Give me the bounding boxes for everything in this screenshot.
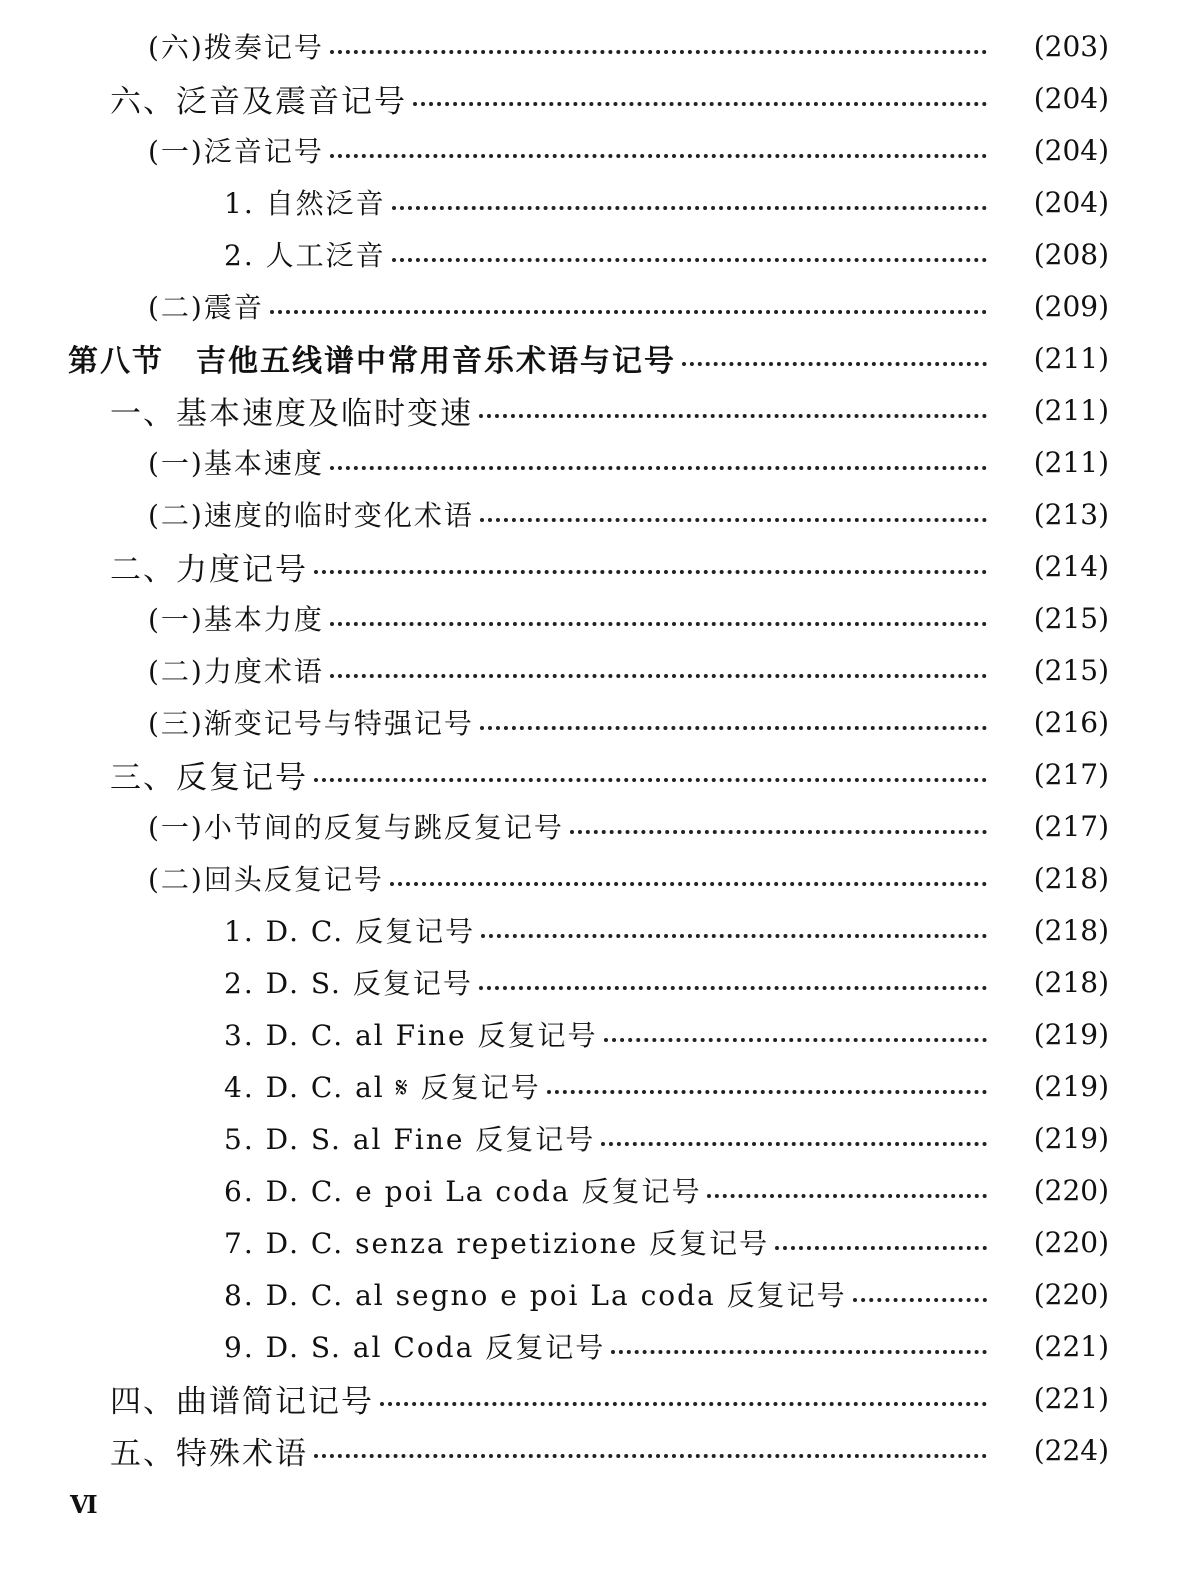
toc-entry-title: (三)渐变记号与特强记号 <box>148 707 474 740</box>
toc-entry-title: (二)震音 <box>148 291 264 324</box>
dot-leader <box>481 934 987 938</box>
toc-entry-title: 三、反复记号 <box>110 759 308 796</box>
dot-leader <box>390 882 987 886</box>
dot-leader <box>392 258 987 262</box>
toc-entry-title: 2. 人工泛音 <box>224 239 386 272</box>
toc-entry-page: (204) <box>1033 81 1109 115</box>
toc-entry <box>0 280 1189 332</box>
dot-leader <box>775 1246 987 1250</box>
dot-leader <box>853 1298 987 1302</box>
toc-entry <box>0 904 1189 956</box>
toc-entry <box>0 1216 1189 1268</box>
toc-entry-title: 1. 自然泛音 <box>224 187 386 220</box>
toc-entry-title: 一、基本速度及临时变速 <box>110 395 473 432</box>
toc-entry-page: (214) <box>1033 549 1109 583</box>
toc-entry <box>0 748 1189 800</box>
toc-entry-title: 五、特殊术语 <box>110 1435 308 1472</box>
toc-entry-title: (一)基本速度 <box>148 447 324 480</box>
toc-entry-title: (二)力度术语 <box>148 655 324 688</box>
toc-entry <box>0 1112 1189 1164</box>
toc-entry <box>0 488 1189 540</box>
toc-entry-title: 第八节 吉他五线谱中常用音乐术语与记号 <box>68 344 676 379</box>
toc-entry <box>0 124 1189 176</box>
dot-leader <box>611 1350 987 1354</box>
toc-entry <box>0 592 1189 644</box>
toc-entry-page: (204) <box>1033 185 1109 219</box>
toc-entry-page: (208) <box>1033 237 1109 271</box>
toc-entry-page: (219) <box>1033 1017 1109 1051</box>
toc-entry-page: (211) <box>1033 445 1109 479</box>
toc-entry-title: 二、力度记号 <box>110 551 308 588</box>
toc-entry-title: 六、泛音及震音记号 <box>110 83 407 120</box>
toc-entry-title: (六)拨奏记号 <box>148 31 324 64</box>
toc-entry-page: (218) <box>1033 965 1109 999</box>
toc-entry <box>0 1320 1189 1372</box>
toc-entry <box>0 1268 1189 1320</box>
toc-entry <box>0 696 1189 748</box>
dot-leader <box>601 1142 987 1146</box>
dot-leader <box>270 310 987 314</box>
toc-entry <box>0 1372 1189 1424</box>
dot-leader <box>330 50 987 54</box>
toc-entry <box>0 436 1189 488</box>
dot-leader <box>479 986 987 990</box>
toc-entry-title: 2. D. S. 反复记号 <box>224 967 473 1000</box>
toc-entry <box>0 1424 1189 1476</box>
toc-entry <box>0 540 1189 592</box>
toc-entry <box>0 1008 1189 1060</box>
toc-entry <box>0 644 1189 696</box>
toc-entry-title: 5. D. S. al Fine 反复记号 <box>224 1123 596 1156</box>
toc-entry-page: (213) <box>1033 497 1109 531</box>
toc-entry-title: (二)速度的临时变化术语 <box>148 499 474 532</box>
toc-section-heading <box>0 332 1189 384</box>
toc-entry-title: (一)泛音记号 <box>148 135 324 168</box>
dot-leader <box>547 1090 987 1094</box>
toc-entry-page: (217) <box>1033 757 1109 791</box>
toc-entry-title: (一)基本力度 <box>148 603 324 636</box>
toc-entry-title: (一)小节间的反复与跳反复记号 <box>148 811 564 844</box>
toc-entry <box>0 1164 1189 1216</box>
dot-leader <box>314 778 987 782</box>
dot-leader <box>380 1402 987 1406</box>
toc-entry-title: 四、曲谱简记记号 <box>110 1383 374 1420</box>
toc-entry <box>0 228 1189 280</box>
toc-entry <box>0 176 1189 228</box>
toc-entry-page: (220) <box>1033 1277 1109 1311</box>
dot-leader <box>413 102 987 106</box>
toc-entry-page: (217) <box>1033 809 1109 843</box>
toc-entry-title: 7. D. C. senza repetizione 反复记号 <box>224 1227 770 1260</box>
dot-leader <box>330 466 987 470</box>
toc-entry-page: (221) <box>1033 1329 1109 1363</box>
toc-entry <box>0 20 1189 72</box>
dot-leader <box>570 830 987 834</box>
toc-entry-page: (220) <box>1033 1225 1109 1259</box>
toc-entry-page: (204) <box>1033 133 1109 167</box>
toc-entry-title: 6. D. C. e poi La coda 反复记号 <box>224 1175 702 1208</box>
toc-entry-page: (211) <box>1033 393 1109 427</box>
toc-entry-page: (211) <box>1033 341 1109 375</box>
toc-entry <box>0 72 1189 124</box>
dot-leader <box>479 414 987 418</box>
toc-entry-page: (215) <box>1033 601 1109 635</box>
dot-leader <box>330 154 987 158</box>
toc-entry <box>0 384 1189 436</box>
toc-entry-title: (二)回头反复记号 <box>148 863 384 896</box>
table-of-contents <box>0 20 1189 1476</box>
toc-entry-page: (219) <box>1033 1069 1109 1103</box>
toc-entry-title: 4. D. C. al 𝄋 反复记号 <box>224 1071 541 1104</box>
dot-leader <box>392 206 987 210</box>
toc-entry-page: (218) <box>1033 861 1109 895</box>
page-folio: Ⅵ <box>70 1490 98 1519</box>
dot-leader <box>330 622 987 626</box>
toc-entry-page: (218) <box>1033 913 1109 947</box>
dot-leader <box>480 518 987 522</box>
toc-entry <box>0 956 1189 1008</box>
toc-entry <box>0 1060 1189 1112</box>
toc-entry-page: (224) <box>1033 1433 1109 1467</box>
toc-entry-title: 3. D. C. al Fine 反复记号 <box>224 1019 598 1052</box>
toc-entry-title: 9. D. S. al Coda 反复记号 <box>224 1331 606 1364</box>
toc-entry-page: (221) <box>1033 1381 1109 1415</box>
toc-entry-page: (203) <box>1033 29 1109 63</box>
toc-entry-page: (215) <box>1033 653 1109 687</box>
dot-leader <box>682 362 987 366</box>
toc-entry-page: (220) <box>1033 1173 1109 1207</box>
toc-entry-title: 8. D. C. al segno e poi La coda 反复记号 <box>224 1279 847 1312</box>
toc-entry-page: (216) <box>1033 705 1109 739</box>
toc-entry-page: (209) <box>1033 289 1109 323</box>
toc-entry <box>0 800 1189 852</box>
dot-leader <box>480 726 987 730</box>
dot-leader <box>314 1454 987 1458</box>
toc-entry-title: 1. D. C. 反复记号 <box>224 915 476 948</box>
dot-leader <box>330 674 987 678</box>
dot-leader <box>707 1194 987 1198</box>
toc-entry-page: (219) <box>1033 1121 1109 1155</box>
dot-leader <box>604 1038 987 1042</box>
toc-entry <box>0 852 1189 904</box>
dot-leader <box>314 570 987 574</box>
